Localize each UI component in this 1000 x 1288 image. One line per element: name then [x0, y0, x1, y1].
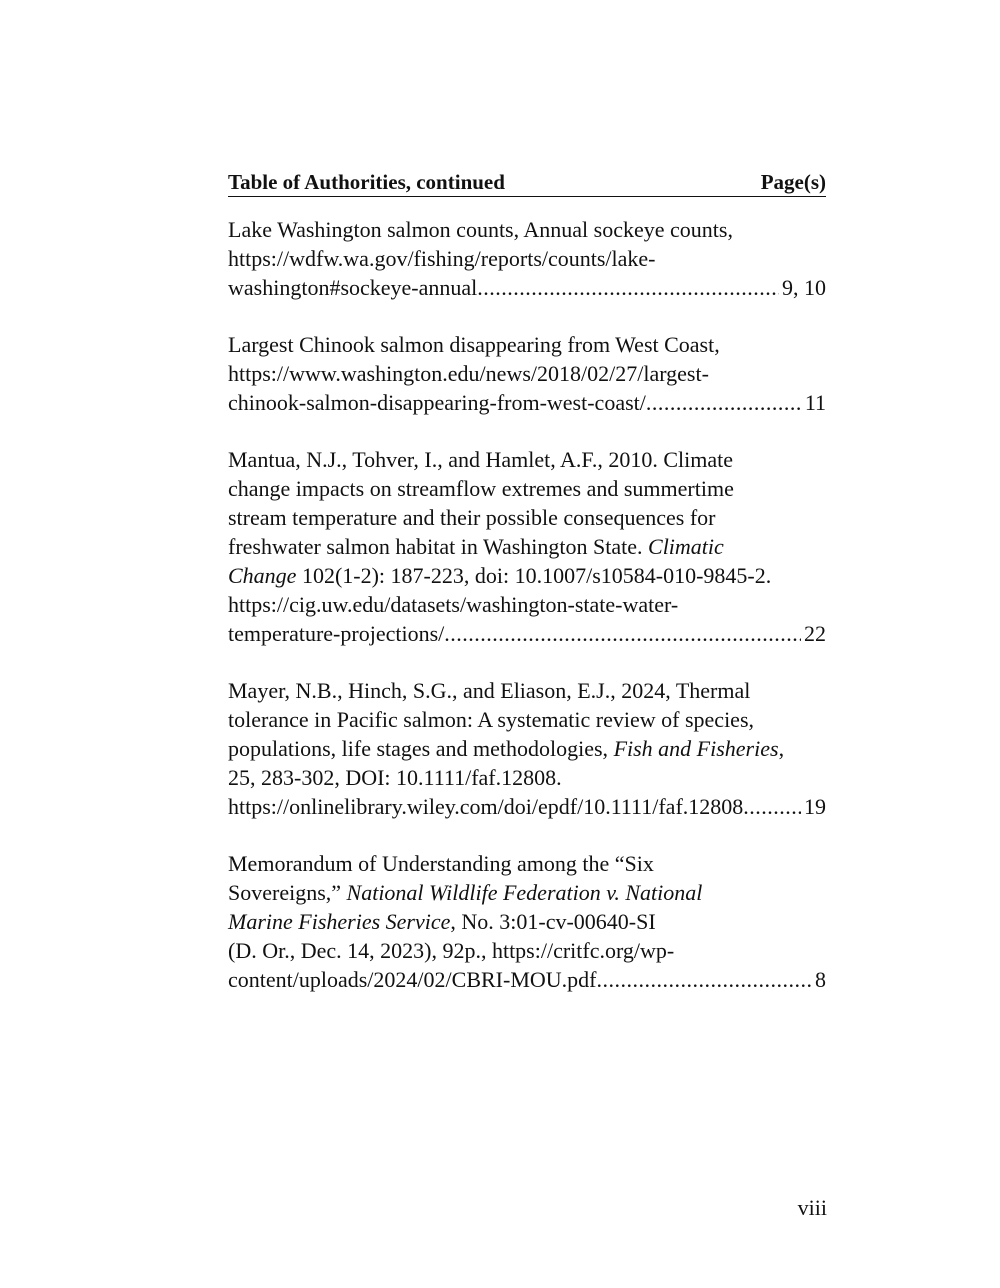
entry-line: change impacts on streamflow extremes and summertime: [228, 476, 734, 501]
toc-entry-mantua: [228, 445, 826, 648]
entry-last-line: [228, 273, 826, 302]
entry-pages: 22: [804, 621, 826, 646]
entry-pages: 8: [815, 967, 826, 992]
entry-line: washington#sockeye-annual: [228, 275, 478, 300]
dot-leader: [743, 792, 801, 821]
dot-leader: [444, 619, 801, 648]
entry-line: Largest Chinook salmon disappearing from West Coast,: [228, 332, 720, 357]
entry-line: https://cig.uw.edu/datasets/washington-state-water-: [228, 592, 679, 617]
entry-text: populations, life stages and methodologies,: [228, 736, 614, 761]
entry-text: ,: [778, 736, 785, 761]
entry-line: [228, 734, 826, 763]
entry-pages: 9, 10: [782, 275, 826, 300]
journal-title: Fish and Fisheries: [613, 736, 779, 761]
entry-text: freshwater salmon habitat in Washington State.: [228, 534, 649, 559]
entry-line: stream temperature and their possible consequences for: [228, 505, 716, 530]
entry-line: (D. Or., Dec. 14, 2023), 92p., https://critfc.org/wp-: [228, 938, 675, 963]
journal-title: Climatic: [648, 534, 724, 559]
entry-line: Mantua, N.J., Tohver, I., and Hamlet, A.F., 2010. Climate: [228, 447, 734, 472]
toc-entries: [228, 215, 826, 994]
entry-line: https://wdfw.wa.gov/fishing/reports/counts/lake-: [228, 246, 656, 271]
entry-line: https://onlinelibrary.wiley.com/doi/epdf/10.1111/faf.12808: [228, 794, 744, 819]
toc-entry-largest-chinook: [228, 330, 826, 417]
entry-text: , No. 3:01-cv-00640-SI: [450, 909, 656, 934]
toc-entry-lake-washington: [228, 215, 826, 302]
case-name: Marine Fisheries Service: [228, 909, 451, 934]
toc-entry-mayer: [228, 676, 826, 821]
entry-line: [228, 532, 826, 561]
entry-line: [228, 878, 826, 907]
dot-leader: [477, 273, 779, 302]
dot-leader: [596, 965, 812, 994]
entry-last-line: [228, 965, 826, 994]
entry-text: Sovereigns,”: [228, 880, 347, 905]
entry-line: Lake Washington salmon counts, Annual sockeye counts,: [228, 217, 733, 242]
toc-title: Table of Authorities, continued: [228, 170, 505, 194]
entry-line: [228, 561, 826, 590]
entry-line: https://www.washington.edu/news/2018/02/27/largest-: [228, 361, 709, 386]
dot-leader: [646, 388, 802, 417]
entry-last-line: [228, 388, 826, 417]
entry-line: tolerance in Pacific salmon: A systematic review of species,: [228, 707, 755, 732]
entry-line: chinook-salmon-disappearing-from-west-coast/: [228, 390, 646, 415]
entry-pages: 19: [804, 794, 826, 819]
entry-line: Mayer, N.B., Hinch, S.G., and Eliason, E.J., 2024, Thermal: [228, 678, 751, 703]
entry-last-line: [228, 619, 826, 648]
case-name: National Wildlife Federation v. National: [346, 880, 703, 905]
entry-line: temperature-projections/: [228, 621, 445, 646]
entry-line: Memorandum of Understanding among the “Six: [228, 851, 654, 876]
journal-title: Change: [228, 563, 297, 588]
entry-text: 102(1-2): 187-223, doi: 10.1007/s10584-010-9845-2.: [296, 563, 772, 588]
entry-line: 25, 283-302, DOI: 10.1111/faf.12808.: [228, 765, 562, 790]
entry-line: content/uploads/2024/02/CBRI-MOU.pdf: [228, 967, 597, 992]
table-of-authorities: [228, 168, 826, 1022]
toc-header: [228, 168, 826, 197]
page-number: viii: [797, 1195, 827, 1220]
pages-column-label: Page(s): [760, 170, 826, 194]
entry-line: [228, 907, 826, 936]
entry-pages: 11: [804, 390, 826, 415]
toc-entry-memorandum: [228, 849, 826, 994]
entry-last-line: [228, 792, 826, 821]
